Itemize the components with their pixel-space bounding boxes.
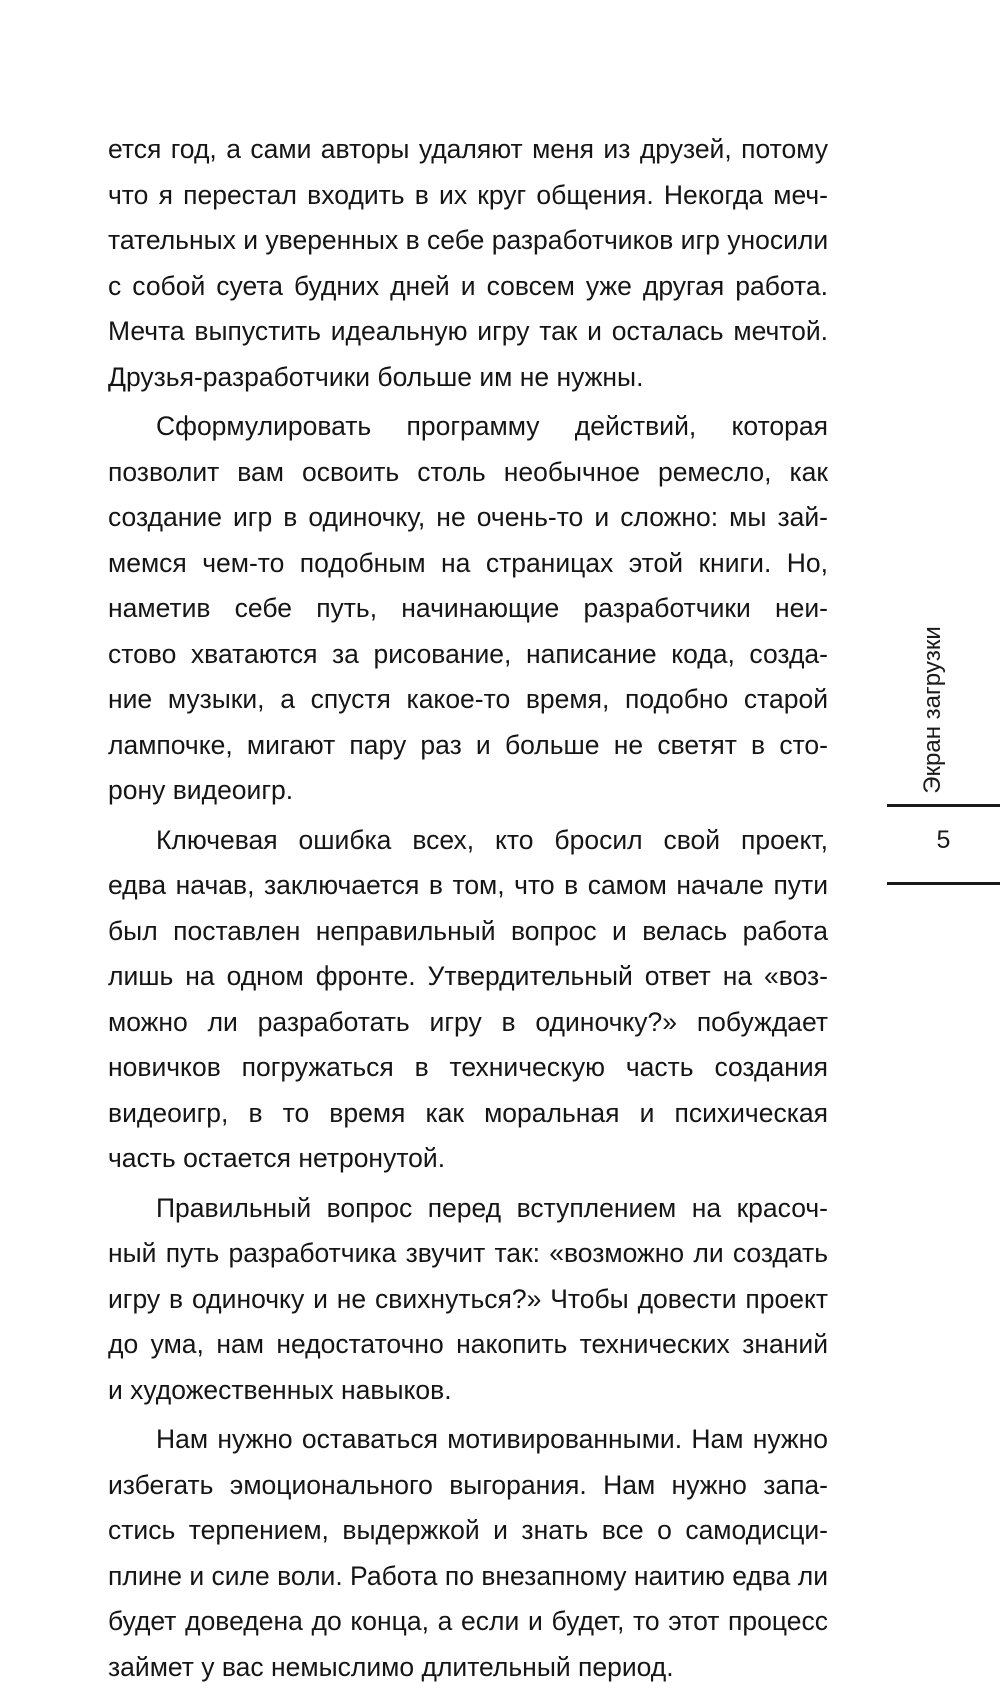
text-line: наметив себе путь, начинающие разработчики неи- bbox=[108, 586, 828, 632]
paragraph bbox=[108, 818, 828, 1182]
text-line: Нам нужно оставаться мотивированными. Нам нужно bbox=[108, 1417, 828, 1463]
text-line: мемся чем-то подобным на страницах этой книги. Но, bbox=[108, 541, 828, 587]
text-line: часть остается нетронутой. bbox=[108, 1136, 828, 1182]
paragraph bbox=[108, 404, 828, 814]
text-line: ный путь разработчика звучит так: «возможно ли создать bbox=[108, 1231, 828, 1277]
text-line: едва начав, заключается в том, что в самом начале пути bbox=[108, 863, 828, 909]
text-line: Правильный вопрос перед вступлением на красоч- bbox=[108, 1186, 828, 1232]
paragraph bbox=[108, 127, 828, 400]
text-line: до ума, нам недостаточно накопить технических знаний bbox=[108, 1322, 828, 1368]
body-text bbox=[108, 127, 828, 1690]
text-line: тательных и уверенных в себе разработчиков игр уносили bbox=[108, 218, 828, 264]
text-line: Ключевая ошибка всех, кто бросил свой проект, bbox=[108, 818, 828, 864]
text-line: и художественных навыков. bbox=[108, 1368, 828, 1414]
text-line: Сформулировать программу действий, которая bbox=[108, 404, 828, 450]
page-number: 5 bbox=[887, 826, 1000, 855]
paragraph bbox=[108, 1417, 828, 1690]
text-line: с собой суета будних дней и совсем уже другая работа. bbox=[108, 264, 828, 310]
text-line: игру в одиночку и не свихнуться?» Чтобы довести проект bbox=[108, 1277, 828, 1323]
text-line: избегать эмоционального выгорания. Нам нужно запа- bbox=[108, 1463, 828, 1509]
text-line: будет доведена до конца, а если и будет, то этот процесс bbox=[108, 1599, 828, 1645]
folio-rule-bottom bbox=[887, 882, 1000, 885]
text-line: новичков погружаться в техническую часть создания bbox=[108, 1045, 828, 1091]
text-line: ние музыки, а спустя какое-то время, подобно старой bbox=[108, 677, 828, 723]
text-line: видеоигр, в то время как моральная и психическая bbox=[108, 1091, 828, 1137]
text-line: плине и силе воли. Работа по внезапному наитию едва ли bbox=[108, 1554, 828, 1600]
text-line: лампочке, мигают пару раз и больше не светят в сто- bbox=[108, 723, 828, 769]
running-head bbox=[917, 624, 949, 796]
text-line: стово хватаются за рисование, написание кода, созда- bbox=[108, 632, 828, 678]
text-line: лишь на одном фронте. Утвердительный ответ на «воз- bbox=[108, 954, 828, 1000]
text-line: Мечта выпустить идеальную игру так и осталась мечтой. bbox=[108, 309, 828, 355]
text-line: рону видеоигр. bbox=[108, 768, 828, 814]
text-line: Друзья-разработчики больше им не нужны. bbox=[108, 355, 828, 401]
text-line: создание игр в одиночку, не очень-то и сложно: мы зай- bbox=[108, 495, 828, 541]
text-line: что я перестал входить в их круг общения. Некогда меч- bbox=[108, 173, 828, 219]
text-line: стись терпением, выдержкой и знать все о самодисци- bbox=[108, 1508, 828, 1554]
folio-rule-top bbox=[887, 804, 1000, 807]
text-line: займет у вас немыслимо длительный период. bbox=[108, 1645, 828, 1690]
text-line: ется год, а сами авторы удаляют меня из друзей, потому bbox=[108, 127, 828, 173]
text-line: был поставлен неправильный вопрос и велась работа bbox=[108, 909, 828, 955]
paragraph bbox=[108, 1186, 828, 1414]
running-head-text: Экран загрузки bbox=[919, 626, 947, 793]
text-line: позволит вам освоить столь необычное ремесло, как bbox=[108, 450, 828, 496]
text-line: можно ли разработать игру в одиночку?» побуждает bbox=[108, 1000, 828, 1046]
